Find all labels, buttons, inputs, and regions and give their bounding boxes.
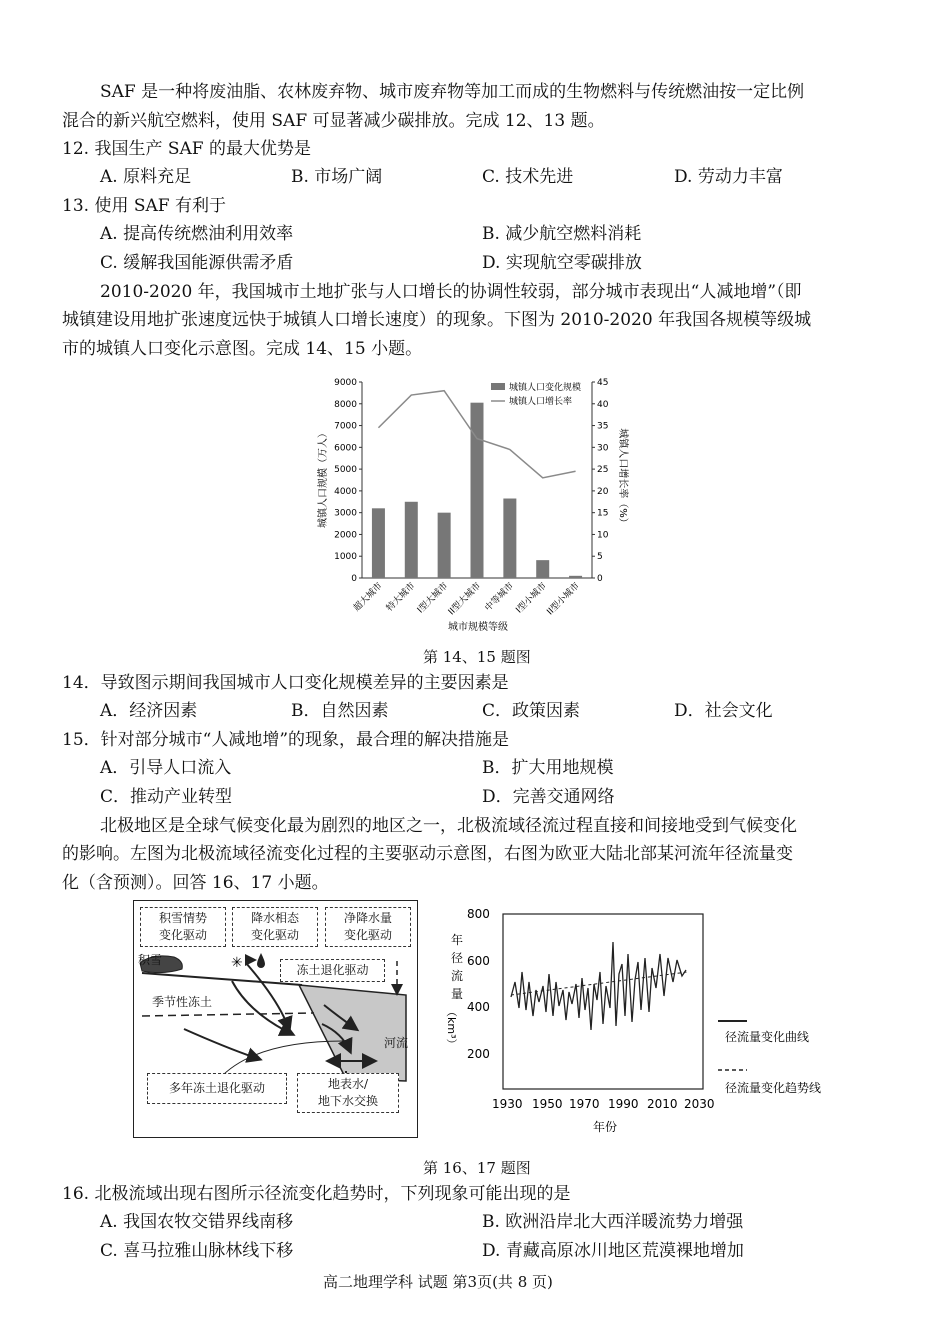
q14-option-c[interactable]: C．政策因素 — [482, 701, 581, 721]
chart-ytick-label: 9000 — [334, 378, 357, 388]
legend-curve-label: 径流量变化曲线 — [725, 1030, 810, 1044]
runoff-xtick-2030: 2030 — [684, 1097, 715, 1111]
urban-population-chart — [300, 372, 640, 640]
q16-stem: 16. 北极流域出现右图所示径流变化趋势时，下列现象可能出现的是 — [62, 1184, 571, 1204]
runoff-xtick-1970: 1970 — [569, 1097, 600, 1111]
runoff-xtick-1950: 1950 — [532, 1097, 563, 1111]
intro2-line1: 2010-2020 年，我国城市土地扩张与人口增长的协调性较弱，部分城市表现出“人减地增”（即 — [100, 282, 802, 302]
intro1-line1: SAF 是一种将废油脂、农林废弃物、城市废弃物等加工而成的生物燃料与传统燃油按一定比例 — [100, 82, 805, 102]
q16-option-d[interactable]: D. 青藏高原冰川地区荒漠裸地增加 — [482, 1241, 744, 1261]
chart-bar — [438, 513, 451, 578]
q14-option-a[interactable]: A．经济因素 — [100, 701, 198, 721]
q16-option-c[interactable]: C. 喜马拉雅山脉林线下移 — [100, 1241, 294, 1261]
runoff-ytick-800: 800 — [467, 907, 490, 921]
runoff-ytick-200: 200 — [467, 1047, 490, 1061]
box-water-exchange: 地表水/ 地下水交换 — [297, 1073, 399, 1113]
chart-ytick-label: 2000 — [334, 530, 357, 541]
q13-stem: 13. 使用 SAF 有利于 — [62, 196, 226, 216]
runoff-xtick-1930: 1930 — [492, 1097, 523, 1111]
legend-bar-label: 城镇人口变化规模 — [509, 383, 582, 393]
chart-bar — [405, 502, 418, 578]
fig1-caption: 第 14、15 题图 — [423, 648, 531, 666]
chart-y2tick-label: 5 — [597, 552, 603, 563]
legend-bar-swatch — [491, 383, 505, 390]
runoff-xtick-1990: 1990 — [608, 1097, 639, 1111]
chart-xtick-label: I型小城市 — [514, 581, 549, 616]
chart-ytick-label: 4000 — [334, 486, 357, 497]
chart-bar — [372, 508, 385, 578]
chart-y2tick-label: 15 — [597, 508, 609, 519]
chart-ytick-label: 5000 — [334, 465, 357, 476]
chart-bar — [536, 560, 549, 578]
q13-option-c[interactable]: C. 缓解我国能源供需矛盾 — [100, 253, 294, 273]
legend-trend-label: 径流量变化趋势线 — [725, 1081, 822, 1095]
q12-option-a[interactable]: A. 原料充足 — [100, 167, 192, 187]
intro2-line2: 城镇建设用地扩张速度远快于城镇人口增长速度）的现象。下图为 2010-2020 年我国各规模等级城 — [62, 310, 812, 330]
q13-option-d[interactable]: D. 实现航空零碳排放 — [482, 253, 642, 273]
chart-xtick-label: II型小城市 — [545, 581, 582, 618]
q13-option-a[interactable]: A. 提高传统燃油利用效率 — [100, 224, 294, 244]
runoff-curve — [511, 942, 686, 1030]
chart-y2tick-label: 20 — [597, 486, 609, 497]
q12-stem: 12. 我国生产 SAF 的最大优势是 — [62, 139, 311, 159]
chart-ytick-label: 0 — [351, 574, 357, 584]
label-seasonal-frozen: 季节性冻土 — [152, 995, 213, 1009]
chart-xtick-label: II型大城市 — [446, 581, 484, 618]
chart-y2tick-label: 45 — [597, 378, 609, 388]
chart-xtick-label: I型大城市 — [415, 581, 451, 616]
runoff-ylabel-4: 量 — [451, 987, 464, 1001]
chart-ytick-label: 7000 — [334, 421, 357, 432]
chart-y2tick-label: 35 — [597, 421, 609, 432]
q14-option-d[interactable]: D．社会文化 — [674, 701, 773, 721]
q13-option-b[interactable]: B. 减少航空燃料消耗 — [482, 224, 642, 244]
chart-xtick-label: 特大城市 — [384, 581, 418, 614]
q16-option-a[interactable]: A. 我国农牧交错界线南移 — [100, 1212, 294, 1232]
box-net-precip: 净降水量 变化驱动 — [325, 907, 411, 947]
snowflake-icon: ✳ — [231, 955, 243, 971]
chart-y2label: 城镇人口增长率（%） — [617, 428, 628, 528]
runoff-ytick-600: 600 — [467, 954, 490, 968]
chart-ylabel: 城镇人口规模（万人） — [318, 428, 329, 528]
intro1-line2: 混合的新兴航空燃料，使用 SAF 可显著减少碳排放。完成 12、13 题。 — [62, 111, 605, 131]
q15-stem: 15．针对部分城市“人减地增”的现象，最合理的解决措施是 — [62, 730, 510, 750]
chart-xlabel: 城市规模等级 — [448, 622, 508, 633]
label-river: 河流 — [384, 1036, 409, 1050]
runoff-xlabel: 年份 — [593, 1120, 618, 1134]
chart-xtick-label: 超大城市 — [352, 581, 385, 614]
chart-ytick-label: 1000 — [334, 552, 357, 563]
label-snow: 积雪 — [138, 953, 163, 967]
q12-option-c[interactable]: C. 技术先进 — [482, 167, 574, 187]
intro3-line2: 的影响。左图为北极流域径流变化过程的主要驱动示意图，右图为欧亚大陆北部某河流年径流量变 — [62, 844, 793, 864]
q12-option-b[interactable]: B. 市场广阔 — [291, 167, 383, 187]
chart-bar — [569, 576, 582, 578]
page-footer: 高二地理学科 试题 第3页(共 8 页) — [323, 1273, 553, 1291]
chart-xtick-label: 中等城市 — [483, 581, 516, 614]
q12-option-d[interactable]: D. 劳动力丰富 — [674, 167, 783, 187]
runoff-driver-diagram — [133, 900, 418, 1138]
q14-stem: 14．导致图示期间我国城市人口变化规模差异的主要因素是 — [62, 673, 509, 693]
runoff-ylabel-1: 年 — [451, 933, 464, 947]
chart-y2tick-label: 10 — [597, 530, 609, 541]
raindrop-icon — [257, 953, 265, 968]
chart-y2tick-label: 30 — [597, 443, 609, 454]
chart-bar — [503, 499, 516, 578]
chart-y2tick-label: 25 — [597, 465, 609, 476]
box-frozen-soil: 冻土退化驱动 — [280, 959, 385, 982]
intro3-line1: 北极地区是全球气候变化最为剧烈的地区之一，北极流域径流过程直接和间接地受到气候变化 — [100, 816, 797, 836]
chart-ytick-label: 3000 — [334, 508, 357, 519]
runoff-ylabel-2: 径 — [451, 951, 464, 965]
runoff-ylabel-3: 流 — [451, 969, 464, 983]
box-permafrost: 多年冻土退化驱动 — [147, 1073, 287, 1104]
legend-line-label: 城镇人口增长率 — [509, 397, 573, 407]
fig2-caption: 第 16、17 题图 — [423, 1159, 531, 1177]
chart-bar — [471, 403, 484, 578]
box-snow-regime: 积雪情势 变化驱动 — [140, 907, 226, 947]
chart-ytick-label: 6000 — [334, 443, 357, 454]
q15-option-b[interactable]: B．扩大用地规模 — [482, 758, 614, 778]
q15-option-d[interactable]: D．完善交通网络 — [482, 787, 615, 807]
runoff-ylabel-unit: （km³） — [445, 1006, 458, 1050]
q15-option-a[interactable]: A．引导人口流入 — [100, 758, 232, 778]
box-precip-phase: 降水相态 变化驱动 — [232, 907, 318, 947]
intro3-line3: 化（含预测）。回答 16、17 小题。 — [62, 873, 329, 893]
intro2-line3: 市的城镇人口变化示意图。完成 14、15 小题。 — [62, 339, 423, 359]
q16-option-b[interactable]: B. 欧洲沿岸北大西洋暖流势力增强 — [482, 1212, 744, 1232]
q15-option-c[interactable]: C．推动产业转型 — [100, 787, 233, 807]
chart-y2tick-label: 0 — [597, 574, 603, 584]
runoff-xtick-2010: 2010 — [647, 1097, 678, 1111]
runoff-ytick-400: 400 — [467, 1000, 490, 1014]
chart-y2tick-label: 40 — [597, 399, 609, 410]
runoff-chart — [435, 900, 855, 1140]
chart-ytick-label: 8000 — [334, 399, 357, 410]
q14-option-b[interactable]: B．自然因素 — [291, 701, 389, 721]
